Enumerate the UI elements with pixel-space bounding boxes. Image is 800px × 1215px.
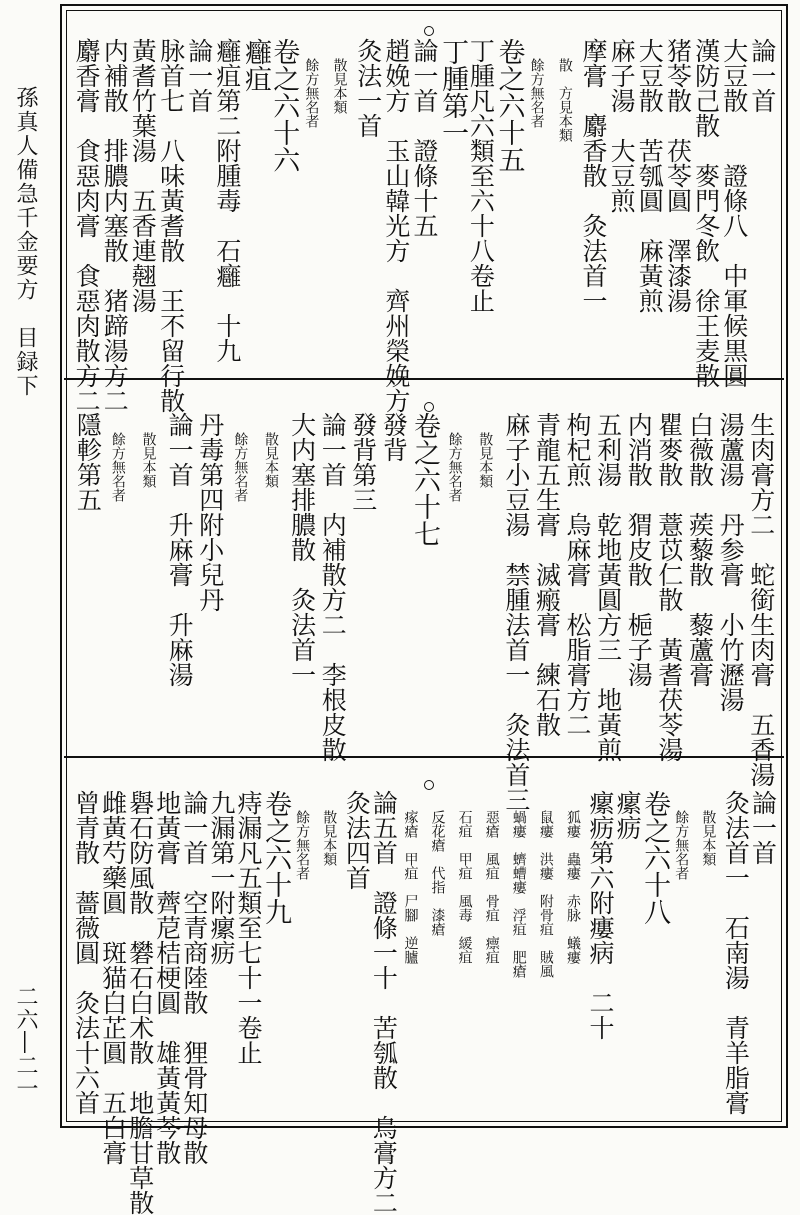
text-column: 内消散 猬皮散 梔子湯 <box>624 412 654 687</box>
text-column: 青龍五生膏 滅瘢膏 練石散 <box>532 412 562 737</box>
text-column: 趙娩方 玉山韓光方 齊州榮娩方 <box>381 38 411 413</box>
text-column: 雌黃芍藥圓 斑猫白芷圓 五白膏 <box>98 790 128 1165</box>
text-column: 餘方無名者 <box>673 810 690 880</box>
text-column: 麻子湯 大豆煎 <box>607 38 637 213</box>
text-column: 癰疽 <box>240 38 272 92</box>
text-column: 餘方無名者 <box>109 432 126 502</box>
text-column: 餘方無名者 <box>446 432 463 502</box>
text-column: 散見本類 <box>321 810 338 866</box>
text-column: 反花瘡 代指 漆瘡 <box>429 810 446 936</box>
text-column: 餘方無名者 <box>294 810 311 880</box>
text-column: 九漏第一附瘰疬 <box>206 790 236 965</box>
text-column: 餘方無名者 <box>528 58 545 128</box>
text-column: 枸杞煎 烏麻膏 松脂膏方二 <box>563 412 593 737</box>
text-column: 瘰疬第六附瘻病 二十 <box>586 790 615 1040</box>
text-column: 散見本類 <box>477 432 494 488</box>
text-column: 散見本類 <box>700 810 717 866</box>
text-column: 大豆散 苦瓠圓 麻黃煎 <box>635 38 665 313</box>
text-column: 發背第三 <box>348 412 378 512</box>
text-column: 曾青散 薔薇圓 灸法十六首 <box>71 790 101 1115</box>
text-column: 卷之六十六 <box>268 38 300 173</box>
text-column: 惡瘡 風疽 骨疽 瘭疽 <box>483 810 500 964</box>
text-column: 論五首 證條一十 苦瓠散 烏膏方二 <box>369 790 399 1215</box>
text-column: 灸法四首 <box>342 790 372 890</box>
text-column: 餘方無名者 <box>303 58 320 128</box>
text-column: 黃耆竹葉湯 五香連翹湯 <box>128 38 158 313</box>
text-panel-middle <box>66 382 782 812</box>
text-column: 散見本類 <box>140 432 157 488</box>
text-column: 卷之六十五 <box>493 38 525 173</box>
text-column: 脉首七 八味黃耆散 王不留行散 <box>156 38 186 413</box>
text-column: 丁腫凡六類至六十八卷止 <box>466 38 496 313</box>
text-column: 白薇散 蒺藜散 藜蘆膏 <box>685 412 715 687</box>
text-column: 麝香膏 食惡肉膏 食惡肉散方二 <box>72 38 102 413</box>
text-column: 漢防己散 麥門冬飲 徐王麦散 <box>691 38 721 388</box>
text-column: 猪苓散 茯苓圓 澤漆湯 <box>663 38 693 313</box>
text-column: 石疽 甲疽 風毒 緩疽 <box>456 810 473 964</box>
text-column: 湯蘆湯 丹参膏 小竹瀝湯 <box>716 412 746 712</box>
text-column: 散見本類 <box>262 432 279 488</box>
text-column: 麻子小豆湯 禁腫法首一 灸法首三 <box>501 412 531 812</box>
text-column: 論一首 <box>747 38 777 113</box>
text-column: 瘃瘡 甲疽 尸腳 逆臚 <box>402 810 419 964</box>
text-column: 論一首 <box>748 790 778 865</box>
text-column: 大豆散 證條八 中軍候黒圓 <box>719 38 749 388</box>
text-column: 卷之六十七 <box>409 412 440 547</box>
text-column: 内補散 排膿内塞散 猪蹄湯方二 <box>100 38 130 413</box>
text-column: 癰疽第二附腫毒 石癰 十九 <box>212 38 242 363</box>
text-column: 餘方無名者 <box>232 432 249 502</box>
text-column: 論一首 内補散方二 李根皮散 <box>318 412 348 762</box>
text-column: 狐瘻 蟲瘻 赤脉 蟻瘻 <box>564 810 581 964</box>
margin-page-number: 二六―二一 <box>13 985 38 1100</box>
text-column: 論一首 升麻膏 升麻湯 <box>165 412 195 687</box>
text-column: 卷之六十八 <box>639 790 671 925</box>
margin-book-title: 孫真人備急千金要方 目録下 <box>13 86 38 398</box>
text-column: 論一首 <box>184 38 214 113</box>
text-panel-top <box>66 8 782 413</box>
text-column: 灸法首一 石南湯 青羊脂膏 <box>721 790 751 1115</box>
text-column: 丹毒第四附小兒丹 <box>195 412 225 612</box>
text-column: 散 方見本類 <box>556 58 573 142</box>
text-column: 卷之六十九 <box>260 790 292 925</box>
text-column: 生肉膏方二 蛇銜生肉膏 五香湯 <box>746 412 776 787</box>
text-column: 瞿麥散 薏苡仁散 黃耆茯苓湯 <box>654 412 684 762</box>
text-column: 發背 <box>379 412 409 462</box>
text-column: 散見本類 <box>331 58 348 114</box>
text-column: 五利湯 乾地黃圓方三 地黃煎 <box>593 412 623 762</box>
text-column: 丁腫第一 <box>437 38 469 146</box>
text-column: 摩膏 麝香散 灸法首一 <box>578 38 608 313</box>
text-column: 礜石防風散 礬石白术散 地膽甘草散 <box>125 790 155 1215</box>
text-column: 瘰疬 <box>613 790 643 840</box>
text-column: 痔漏凡五類至七十一卷止 <box>234 790 263 1065</box>
text-column: 蝸瘻 蠐螬瘻 浮疽 肥瘡 <box>510 810 527 978</box>
text-column: 灸法一首 <box>353 38 383 138</box>
text-column: 鼠瘻 洪瘻 附骨疽 賊風 <box>537 810 554 978</box>
text-panel-bottom <box>66 760 782 1215</box>
text-column: 論一首 空青商陸散 狸骨知母散 <box>179 790 209 1165</box>
text-column: 地黃膏 薺苨桔梗圓 雄黃黃芩散 <box>152 790 182 1165</box>
text-column: 隱軫第五 <box>73 412 103 512</box>
text-column: 論一首 證條十五 <box>410 38 439 238</box>
text-column: 大内塞排膿散 灸法首一 <box>287 412 317 687</box>
